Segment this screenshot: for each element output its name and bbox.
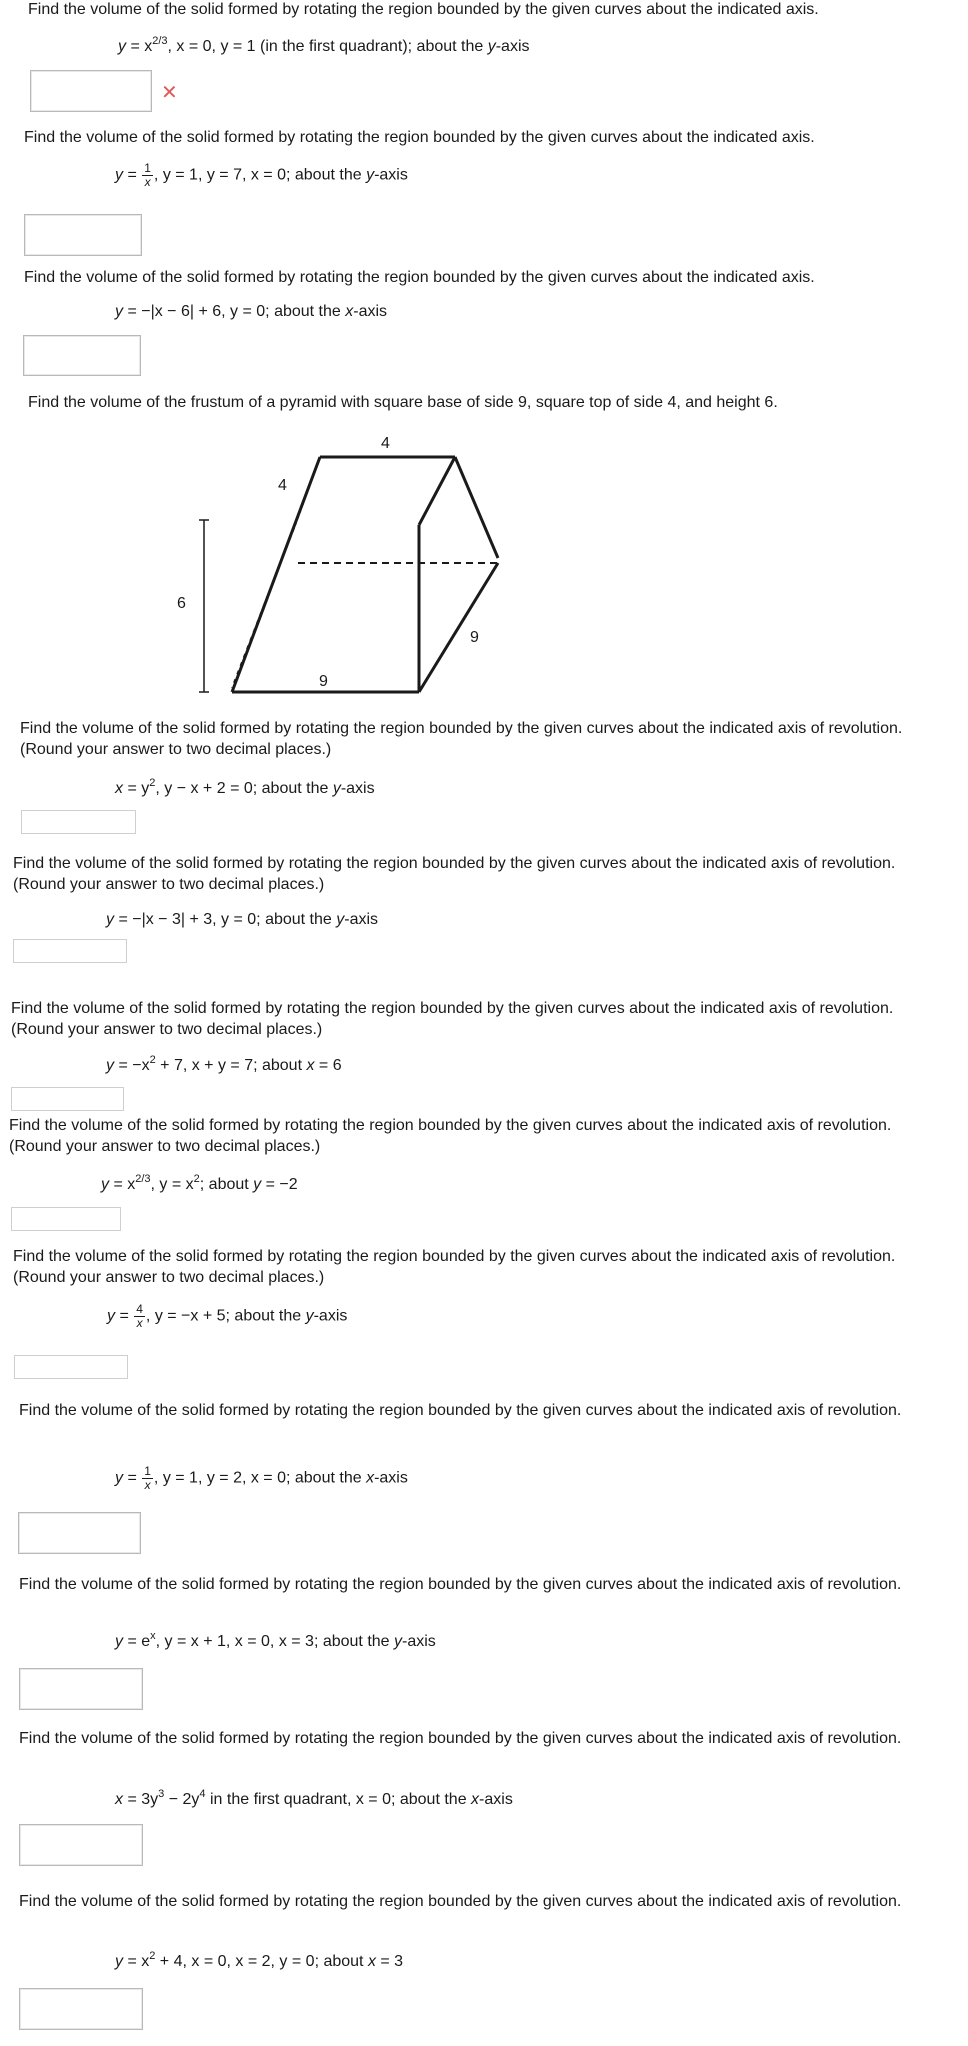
question-7-equation: $y = -x^2 + 7$, x + y = 7; about x = 6: [106, 1054, 342, 1074]
question-3-prompt: Find the volume of the solid formed by rotating the region bounded by the given curves about the indicated axis.: [24, 269, 815, 286]
question-2-answer-input[interactable]: [24, 214, 142, 256]
question-12-equation: $x = 3y^3 - 2y^4$ in the first quadrant, x = 0; about the x-axis: [115, 1788, 513, 1808]
question-9-prompt: Find the volume of the solid formed by rotating the region bounded by the given curves about the indicated axis of revolution. (Round your answer to two decimal places.): [13, 1248, 896, 1286]
question-11-prompt: Find the volume of the solid formed by rotating the region bounded by the given curves about the indicated axis of revolution.: [19, 1576, 902, 1593]
question-6-prompt: Find the volume of the solid formed by rotating the region bounded by the given curves about the indicated axis of revolution. (Round your answer to two decimal places.): [13, 855, 896, 893]
question-4-prompt: Find the volume of the frustum of a pyramid with square base of side 9, square top of side 4, and height 6.: [28, 394, 778, 411]
question-5-answer-input[interactable]: [21, 810, 136, 834]
top-side-label: 4: [381, 435, 390, 452]
question-2-equation: y = $\frac{1}{x}$ , y = 1, y = 7, x = 0; about the y-axis: [115, 161, 408, 189]
top-front-left-edge: [419, 457, 455, 525]
top-right-edge: [455, 457, 498, 558]
question-1-prompt: Find the volume of the solid formed by rotating the region bounded by the given curves about the indicated axis.: [28, 1, 819, 18]
question-6-answer-input[interactable]: [13, 939, 127, 963]
question-2-prompt: Find the volume of the solid formed by rotating the region bounded by the given curves about the indicated axis.: [24, 129, 815, 146]
question-8-equation: $y = x^{2/3}$, $y = x^2$; about y = −2: [101, 1173, 298, 1193]
question-6-equation: y = −|x − 3| + 3, y = 0; about the y-axis: [106, 911, 379, 928]
base-right-side-label: 9: [470, 629, 479, 646]
question-1-answer-input[interactable]: [30, 70, 152, 112]
question-5-equation: $x = y^2$, y − x + 2 = 0; about the y-axis: [115, 777, 375, 797]
question-3-equation: y = −|x − 6| + 6, y = 0; about the x-axis: [115, 303, 388, 320]
question-12-answer-input[interactable]: [19, 1824, 143, 1866]
question-5-prompt: Find the volume of the solid formed by rotating the region bounded by the given curves about the indicated axis of revolution. (Round your answer to two decimal places.): [20, 720, 903, 758]
left-slant-edge: [232, 457, 320, 692]
frustum-diagram: [170, 430, 510, 700]
question-8-answer-input[interactable]: [11, 1207, 121, 1231]
question-9-answer-input[interactable]: [14, 1355, 128, 1379]
question-13-answer-input[interactable]: [19, 1988, 143, 2030]
question-7-prompt: Find the volume of the solid formed by rotating the region bounded by the given curves about the indicated axis of revolution. (Round your answer to two decimal places.): [11, 1000, 894, 1038]
question-11-equation: $y = e^x$, y = x + 1, x = 0, x = 3; about the y-axis: [115, 1630, 436, 1650]
question-12-prompt: Find the volume of the solid formed by rotating the region bounded by the given curves about the indicated axis of revolution.: [19, 1730, 902, 1747]
top-left-side-label: 4: [278, 477, 287, 494]
question-10-equation: y = $\frac{1}{x}$ , y = 1, y = 2, x = 0; about the x-axis: [115, 1464, 408, 1492]
question-11-answer-input[interactable]: [19, 1668, 143, 1710]
incorrect-icon: ✕: [161, 82, 178, 104]
base-side-label: 9: [319, 673, 328, 690]
base-right-edge: [419, 563, 498, 692]
height-label: 6: [177, 595, 186, 612]
question-1-equation: $y = x^{2/3}$, x = 0, y = 1 (in the first quadrant); about the y-axis: [118, 35, 530, 55]
question-8-prompt: Find the volume of the solid formed by rotating the region bounded by the given curves about the indicated axis of revolution. (Round your answer to two decimal places.): [9, 1117, 892, 1155]
question-7-answer-input[interactable]: [11, 1087, 124, 1111]
question-13-prompt: Find the volume of the solid formed by rotating the region bounded by the given curves about the indicated axis of revolution.: [19, 1893, 902, 1910]
question-10-prompt: Find the volume of the solid formed by rotating the region bounded by the given curves about the indicated axis of revolution.: [19, 1402, 902, 1419]
question-10-answer-input[interactable]: [18, 1512, 141, 1554]
question-3-answer-input[interactable]: [23, 335, 141, 376]
question-9-equation: y = $\frac{4}{x}$ , y = −x + 5; about the y-axis: [107, 1302, 348, 1330]
question-13-equation: $y = x^2 + 4$, x = 0, x = 2, y = 0; about x = 3: [115, 1950, 404, 1970]
